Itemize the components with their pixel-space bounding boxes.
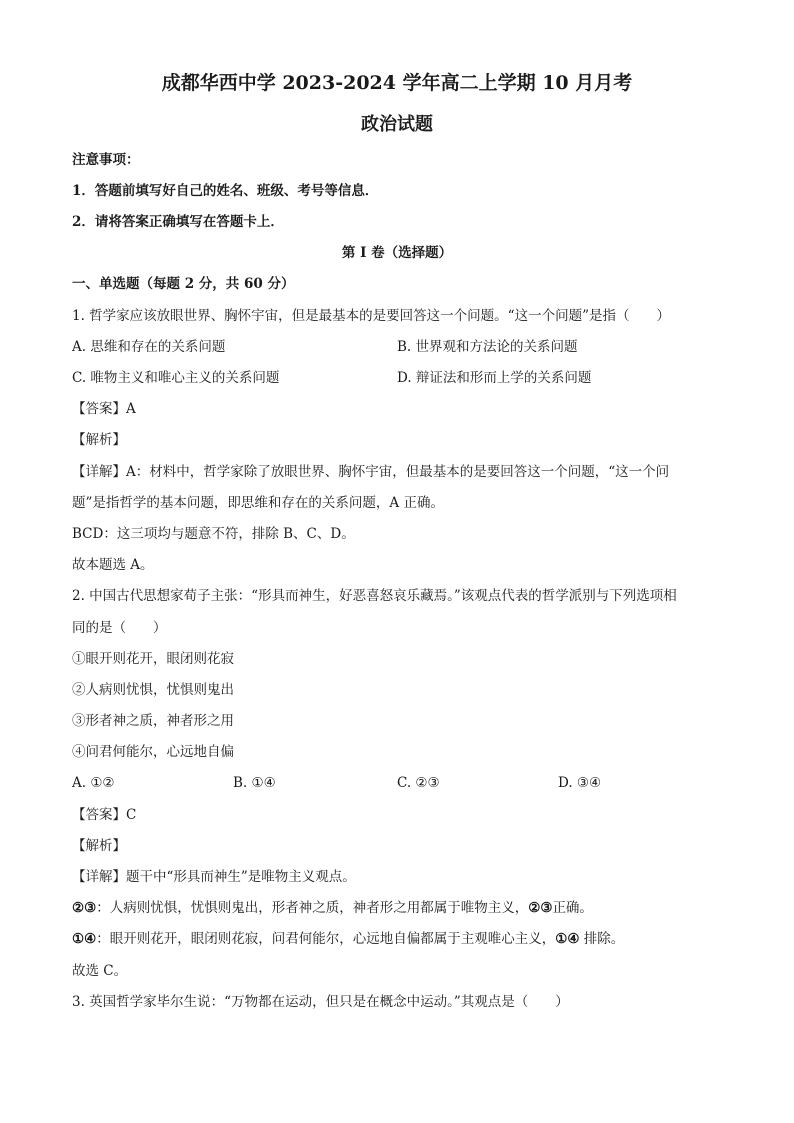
q2-option-b: B. ①④ [233, 775, 276, 791]
detail-text: ：人病则忧惧，忧惧则鬼出，形者神之质，神者形之用都属于唯物主义， [96, 900, 529, 916]
detail-label: 【详解】 [72, 869, 126, 885]
detail-label: 【详解】 [72, 464, 126, 480]
exam-subtitle: 政治试题 [361, 114, 433, 135]
q1-option-c: C. 唯物主义和唯心主义的关系问题 [72, 370, 280, 386]
detail-text: A：材料中，哲学家除了放眼世界、胸怀宇宙，但最基本的是要回答这一个问题，“这一个问 [126, 464, 670, 480]
q1-option-d: D. 辩证法和形而上学的关系问题 [397, 370, 592, 386]
q2-detail-1 [72, 868, 356, 886]
q1-detail-1 [72, 463, 669, 481]
notes-item-1: 1．答题前填写好自己的姓名、班级、考号等信息． [72, 183, 379, 199]
detail-text-end: 排除。 [579, 931, 625, 947]
option-mark: ①④ [555, 931, 580, 947]
q2-statement-1: ①眼开则花开，眼闭则花寂 [72, 651, 234, 667]
q1-analysis-label: 【解析】 [72, 432, 126, 448]
q2-statement-3: ③形者神之质，神者形之用 [72, 713, 234, 729]
volume-heading: 第 I 卷（选择题） [341, 245, 453, 261]
q1-detail-2: 题”是指哲学的基本问题，即思维和存在的关系问题，A 正确。 [72, 495, 444, 511]
notes-heading: 注意事项： [72, 152, 140, 168]
q2-statement-4: ④问君何能尔，心远地自偏 [72, 744, 234, 760]
q2-option-a: A. ①② [72, 775, 115, 791]
exam-title: 成都华西中学 2023-2024 学年高二上学期 10 月月考 [161, 72, 633, 94]
detail-text: ：眼开则花开，眼闭则花寂，问君何能尔，心远地自偏都属于主观唯心主义， [96, 931, 556, 947]
option-mark: ②③ [72, 900, 97, 916]
answer-value: C [126, 807, 137, 823]
answer-value: A [126, 401, 136, 417]
q1-answer [72, 400, 136, 418]
q1-detail-3: BCD：这三项均与题意不符，排除 B、C、D。 [72, 526, 355, 542]
q1-option-a: A. 思维和存在的关系问题 [72, 339, 226, 355]
q2-option-c: C. ②③ [397, 775, 440, 791]
option-mark: ②③ [528, 900, 553, 916]
q2-stem-2: 同的是（ ） [72, 620, 167, 636]
q1-option-b: B. 世界观和方法论的关系问题 [397, 339, 578, 355]
q1-conclusion: 故本题选 A。 [72, 557, 154, 573]
answer-label: 【答案】 [72, 807, 126, 823]
q3-stem: 3. 英国哲学家毕尔生说：“万物都在运动，但只是在概念中运动。”其观点是（ ） [72, 994, 569, 1010]
answer-label: 【答案】 [72, 401, 126, 417]
q1-stem: 1. 哲学家应该放眼世界、胸怀宇宙，但是最基本的是要回答这一个问题。“这一个问题”是指（ ） [72, 308, 670, 324]
q2-option-d: D. ③④ [558, 775, 602, 791]
q2-conclusion: 故选 C。 [72, 963, 128, 979]
q2-detail-3 [72, 930, 624, 948]
q2-detail-2 [72, 899, 593, 917]
detail-text: 题干中“形具而神生”是唯物主义观点。 [126, 869, 356, 885]
q2-stem-1: 2. 中国古代思想家荀子主张：“形具而神生，好恶喜怒哀乐藏焉。”该观点代表的哲学派别与下列选项相 [72, 588, 677, 604]
part-heading: 一、单选题（每题 2 分，共 60 分） [72, 276, 295, 292]
option-mark: ①④ [72, 931, 97, 947]
detail-text-end: 正确。 [552, 900, 593, 916]
notes-item-2: 2．请将答案正确填写在答题卡上． [72, 214, 284, 230]
q2-statement-2: ②人病则忧惧，忧惧则鬼出 [72, 682, 234, 698]
q2-analysis-label: 【解析】 [72, 838, 126, 854]
q2-answer [72, 806, 136, 824]
